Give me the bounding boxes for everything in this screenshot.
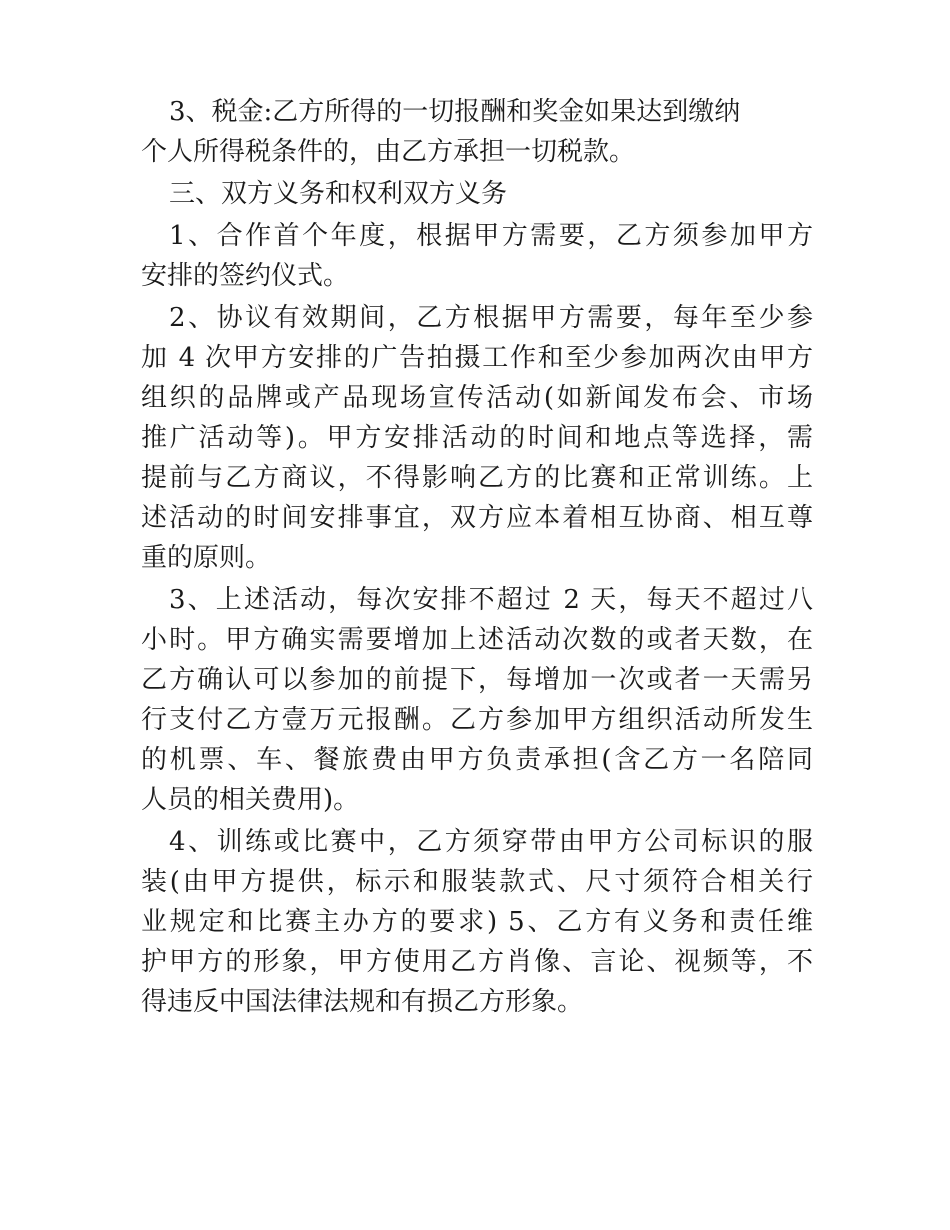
text-line: 组织的品牌或产品现场宣传活动(如新闻发布会、市场 bbox=[141, 383, 813, 413]
text-line: 装(由甲方提供，标示和服装款式、尺寸须符合相关行 bbox=[141, 867, 813, 897]
text-line: 述活动的时间安排事宜，双方应本着相互协商、相互尊 bbox=[141, 503, 813, 533]
paragraph-item-2 bbox=[141, 298, 813, 578]
text-line: 重的原则。 bbox=[141, 543, 272, 573]
text-line: 4、训练或比赛中，乙方须穿带由甲方公司标识的服 bbox=[169, 827, 813, 857]
text-line: 3、税金:乙方所得的一切报酬和奖金如果达到缴纳 bbox=[169, 97, 741, 127]
section-heading bbox=[141, 174, 813, 214]
text-line: 小时。甲方确实需要增加上述活动次数的或者天数，在 bbox=[141, 625, 813, 655]
text-line: 3、上述活动，每次安排不超过 2 天，每天不超过八 bbox=[169, 585, 813, 615]
text-line: 得违反中国法律法规和有损乙方形象。 bbox=[141, 987, 584, 1017]
text-line: 推广活动等)。甲方安排活动的时间和地点等选择，需 bbox=[141, 423, 813, 453]
document-body bbox=[141, 92, 813, 1024]
text-line: 行支付乙方壹万元报酬。乙方参加甲方组织活动所发生 bbox=[141, 705, 813, 735]
paragraph-tax bbox=[141, 92, 813, 172]
text-line: 提前与乙方商议，不得影响乙方的比赛和正常训练。上 bbox=[141, 463, 813, 493]
text-line: 安排的签约仪式。 bbox=[141, 261, 350, 291]
text-line: 的机票、车、餐旅费由甲方负责承担(含乙方一名陪同 bbox=[141, 745, 813, 775]
paragraph-item-3 bbox=[141, 580, 813, 820]
text-line: 加 4 次甲方安排的广告拍摄工作和至少参加两次由甲方 bbox=[141, 343, 813, 373]
text-line: 护甲方的形象，甲方使用乙方肖像、言论、视频等，不 bbox=[141, 947, 813, 977]
text-line: 乙方确认可以参加的前提下，每增加一次或者一天需另 bbox=[141, 665, 813, 695]
text-line: 1、合作首个年度，根据甲方需要，乙方须参加甲方 bbox=[169, 221, 813, 251]
paragraph-item-1 bbox=[141, 216, 813, 296]
text-line: 个人所得税条件的，由乙方承担一切税款。 bbox=[141, 137, 636, 167]
text-line: 人员的相关费用)。 bbox=[141, 785, 360, 815]
text-line: 业规定和比赛主办方的要求) 5、乙方有义务和责任维 bbox=[141, 907, 813, 937]
text-line: 2、协议有效期间，乙方根据甲方需要，每年至少参 bbox=[169, 303, 813, 333]
paragraph-item-4 bbox=[141, 822, 813, 1022]
text-line: 三、双方义务和权利双方义务 bbox=[169, 179, 508, 209]
